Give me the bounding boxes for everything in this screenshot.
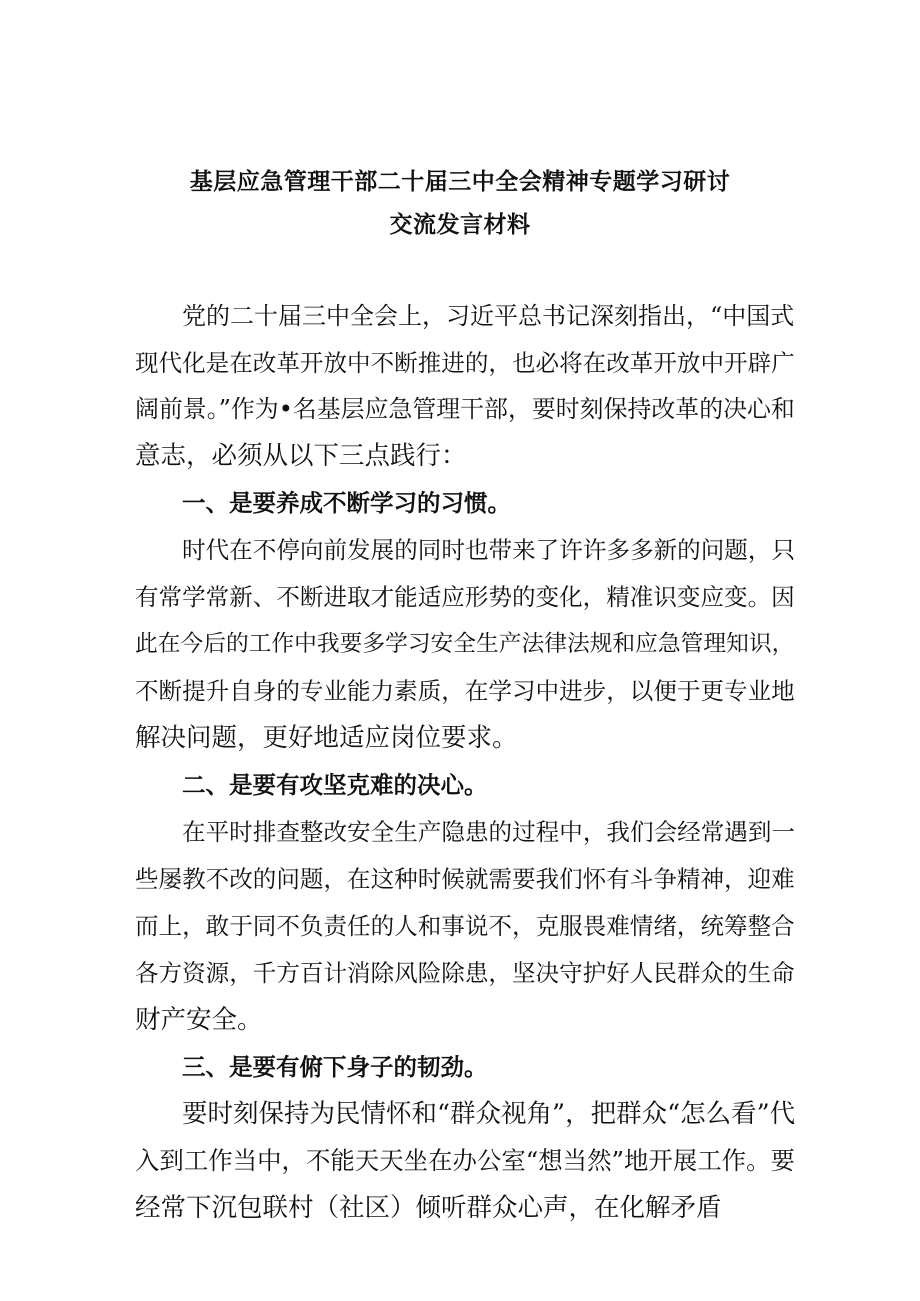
section-3-heading: 三、是要有俯下身子的韧劲。 [182,1053,488,1081]
section-1-line: 有常学常新、不断进取才能适应形势的变化，精准识变应变。因 [135,583,795,611]
intro-line: 阔前景。”作为•名基层应急管理干部，要时刻保持改革的决心和 [135,395,795,423]
intro-line: 现代化是在改革开放中不断推进的，也必将在改革开放中开辟广 [135,349,795,377]
intro-line: 意志，必须从以下三点践行： [135,441,467,471]
section-1-line: 不断提升自身的专业能力素质，在学习中进步，以便于更专业地 [135,677,795,705]
section-2-heading: 二、是要有攻坚克难的决心。 [182,771,488,799]
section-2-line: 些屡教不改的问题，在这种时候就需要我们怀有斗争精神，迎难 [135,865,795,893]
document-title-line-2: 交流发言材料 [389,212,531,238]
section-1-line: 解决问题，更好地适应岗位要求。 [135,723,518,753]
section-3-line: 入到工作当中，不能天天坐在办公室“想当然”地开展工作。要 [135,1146,795,1175]
section-2-line: 财产安全。 [135,1005,263,1035]
document-title-line-1: 基层应急管理干部二十届三中全会精神专题学习研讨 [189,169,731,195]
section-1-line: 此在今后的工作中我要多学习安全生产法律法规和应急管理知识， [135,631,795,657]
section-2-line: 各方资源，千方百计消除风险除患，坚决守护好人民群众的生命 [135,959,795,987]
section-2-line: 而上，敢于同不负责任的人和事说不，克服畏难情绪，统筹整合 [135,912,795,940]
section-2-line: 在平时排查整改安全生产隐患的过程中，我们会经常遇到一 [182,818,796,846]
section-1-line: 时代在不停向前发展的同时也带来了许许多多新的问题，只 [182,536,796,564]
intro-line: 党的二十届三中全会上，习近平总书记深刻指出，“中国式 [182,302,795,330]
section-1-heading: 一、是要养成不断学习的习惯。 [182,489,511,517]
section-3-line: 经常下沉包联村（社区）倾听群众心声，在化解矛盾 [135,1193,722,1223]
section-3-line: 要时刻保持为民情怀和“群众视角”，把群众“怎么看”代 [182,1099,796,1129]
